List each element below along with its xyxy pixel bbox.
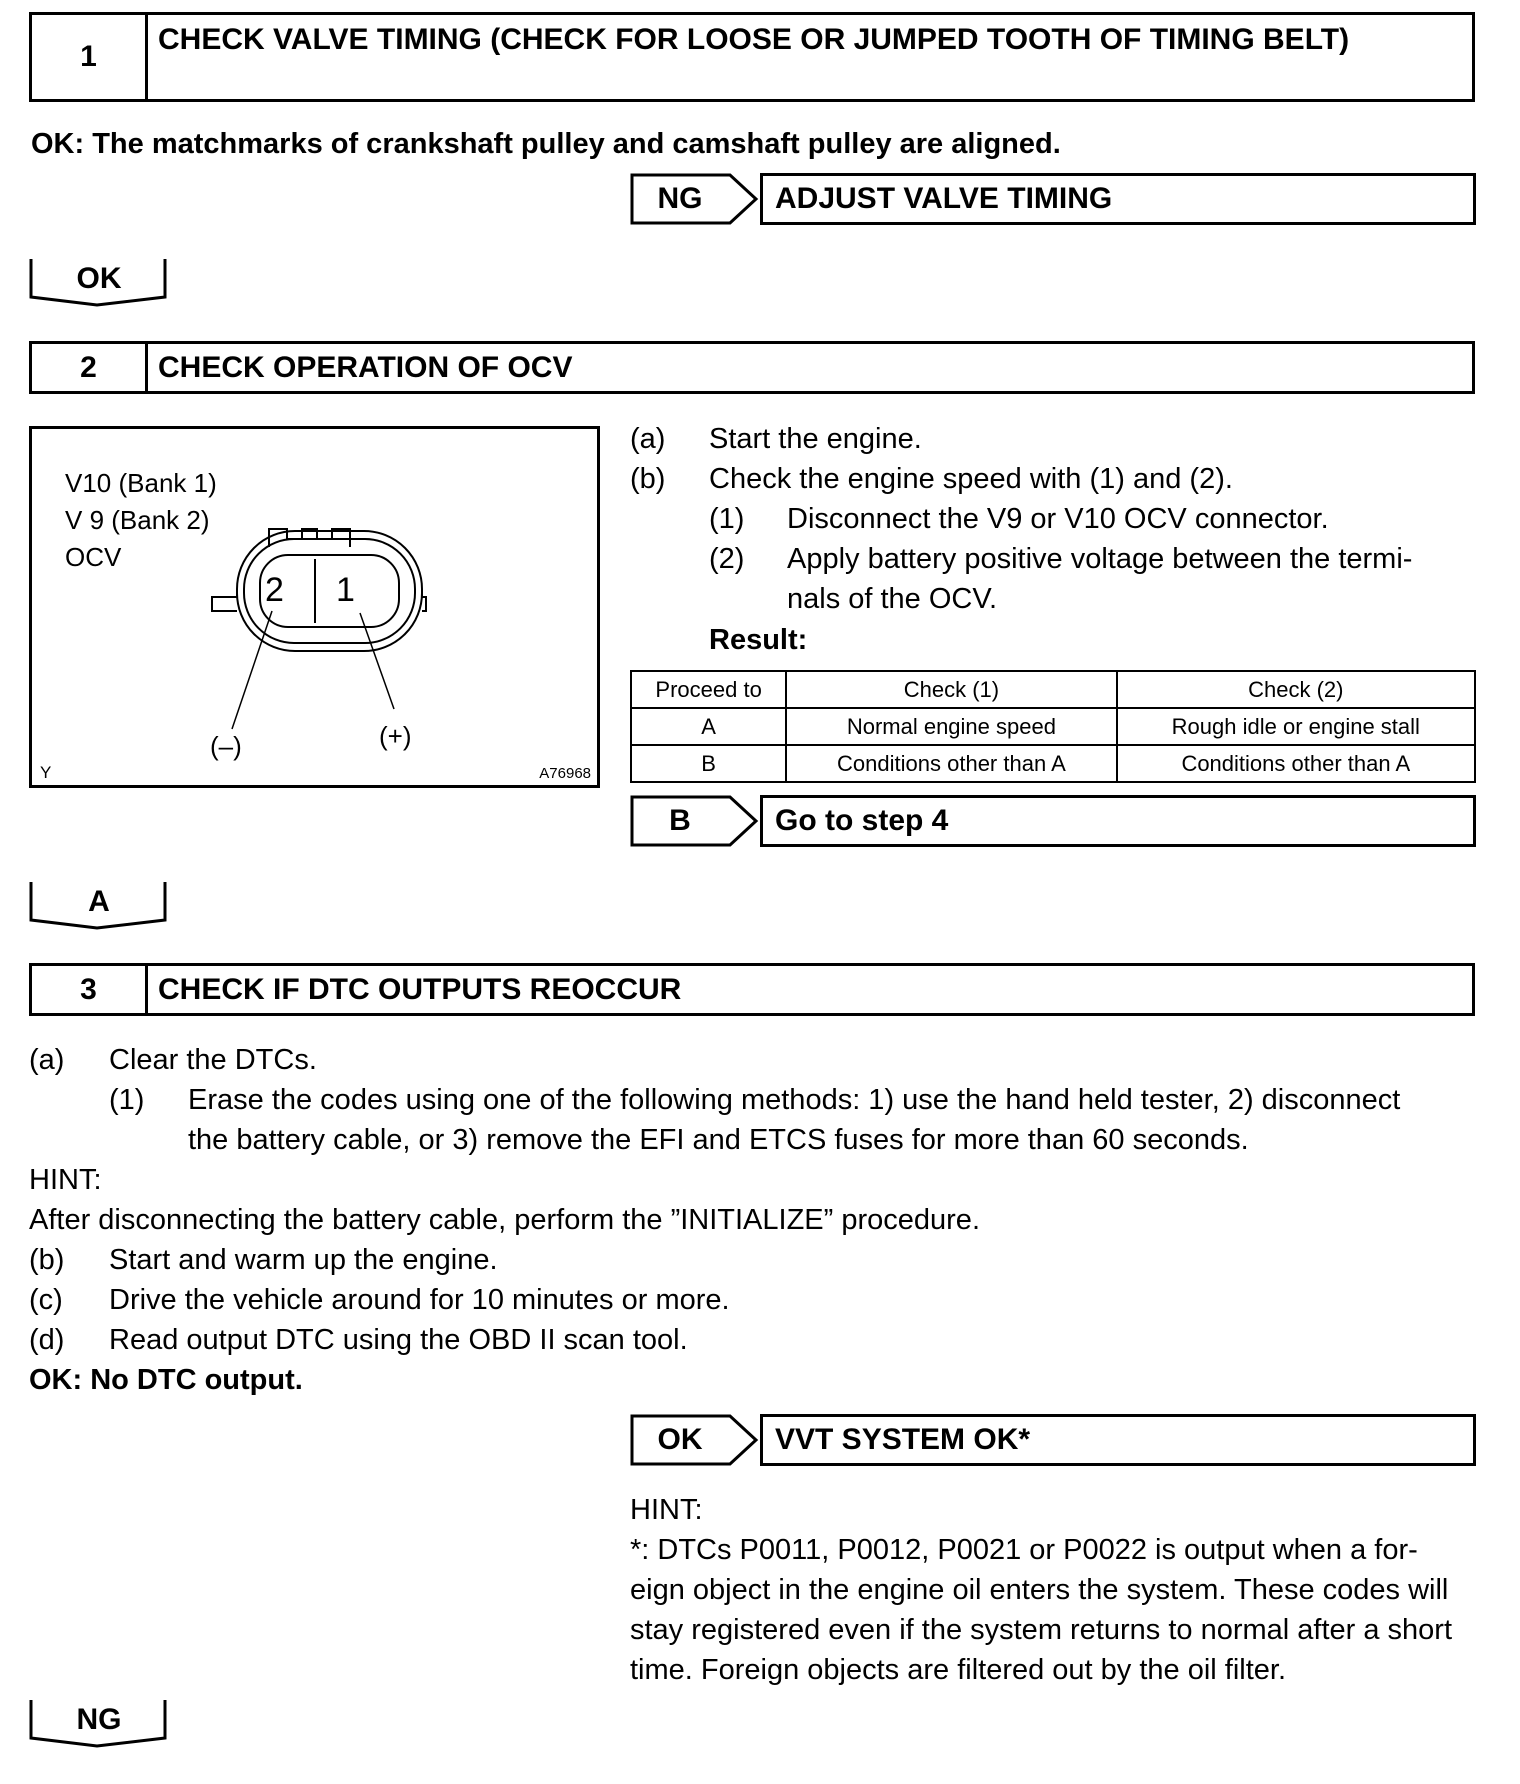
table-row (631, 745, 1475, 782)
diagram-corner-label: Y (40, 763, 52, 782)
table-row (631, 708, 1475, 745)
table-header-cell: Check (2) (1117, 671, 1475, 708)
step3-hint2-label: HINT: (630, 1494, 703, 1526)
negative-terminal-label: (–) (210, 731, 242, 761)
step3-number: 3 (32, 966, 148, 1013)
step3-a-label: (a) (29, 1044, 65, 1076)
step3-next-label: NG (76, 1703, 122, 1736)
diagram-label-v9: V 9 (Bank 2) (65, 505, 210, 535)
step1-ng-branch[interactable] (630, 173, 1476, 225)
table-cell: B (631, 745, 786, 782)
step2-result-label: Result: (709, 624, 808, 656)
pin-2-label: 2 (265, 571, 284, 609)
step3-d-label: (d) (29, 1324, 65, 1356)
step3-d-text: Read output DTC using the OBD II scan tool. (109, 1324, 688, 1356)
pin-1-label: 1 (336, 571, 355, 609)
step3-hint-text: After disconnecting the battery cable, perform the ”INITIALIZE” procedure. (29, 1204, 980, 1236)
connector-drawing (32, 429, 597, 785)
step1-number: 1 (32, 15, 148, 99)
step2-item-b-label: (b) (630, 463, 666, 495)
diagram-figure-id: A76968 (539, 765, 591, 782)
diagram-label-ocv: OCV (65, 542, 122, 572)
step2-b-action: Go to step 4 (760, 795, 1476, 847)
step2-result-table (630, 670, 1476, 783)
ocv-connector-diagram (29, 426, 600, 788)
table-cell: Rough idle or engine stall (1117, 708, 1475, 745)
step1-ok-tab[interactable] (29, 257, 169, 307)
step2-a-tab[interactable] (29, 880, 169, 930)
step3-a-text: Clear the DTCs. (109, 1044, 317, 1076)
step3-b-text: Start and warm up the engine. (109, 1244, 498, 1276)
table-cell: Normal engine speed (786, 708, 1116, 745)
step3-a1-line1: Erase the codes using one of the following methods: 1) use the hand held tester, 2) disconnect (188, 1084, 1401, 1116)
step2-sub2-label: (2) (709, 543, 745, 575)
step3-ok-condition: OK: No DTC output. (29, 1364, 303, 1396)
step2-b-branch[interactable] (630, 795, 1476, 847)
step2-item-b-text: Check the engine speed with (1) and (2). (709, 463, 1233, 495)
table-header-cell: Proceed to (631, 671, 786, 708)
table-cell: A (631, 708, 786, 745)
step3-ok-label: OK (657, 1423, 703, 1456)
positive-terminal-label: (+) (379, 721, 412, 751)
step2-item-a-label: (a) (630, 423, 666, 455)
step1-next-label: OK (76, 262, 122, 295)
step3-hint2-line3: stay registered even if the system returns to normal after a short (630, 1614, 1453, 1646)
step3-header (29, 963, 1475, 1016)
step2-header (29, 341, 1475, 394)
step3-ok-action: VVT SYSTEM OK* (760, 1414, 1476, 1466)
step2-number: 2 (32, 344, 148, 391)
step1-ng-label: NG (657, 182, 703, 215)
table-header-row (631, 671, 1475, 708)
step3-ng-tab[interactable] (29, 1698, 169, 1748)
step3-a1-label: (1) (109, 1084, 145, 1116)
step3-ok-branch[interactable] (630, 1414, 1476, 1466)
step3-c-label: (c) (29, 1284, 63, 1316)
step3-c-text: Drive the vehicle around for 10 minutes or more. (109, 1284, 730, 1316)
step2-next-label: A (88, 885, 110, 918)
step3-a1-line2: the battery cable, or 3) remove the EFI and ETCS fuses for more than 60 seconds. (188, 1124, 1249, 1156)
step2-b-label: B (669, 804, 691, 837)
step1-ng-action: ADJUST VALVE TIMING (760, 173, 1476, 225)
step3-hint-label: HINT: (29, 1164, 102, 1196)
step3-hint2-line2: eign object in the engine oil enters the system. These codes will (630, 1574, 1449, 1606)
step3-title: CHECK IF DTC OUTPUTS REOCCUR (158, 973, 682, 1006)
step2-item-a-text: Start the engine. (709, 423, 922, 455)
table-header-cell: Check (1) (786, 671, 1116, 708)
table-cell: Conditions other than A (786, 745, 1116, 782)
table-cell: Conditions other than A (1117, 745, 1475, 782)
step1-ok-condition: OK: The matchmarks of crankshaft pulley and camshaft pulley are aligned. (31, 128, 1061, 160)
diagram-label-v10: V10 (Bank 1) (65, 468, 217, 498)
step1-header (29, 12, 1475, 102)
step3-b-label: (b) (29, 1244, 65, 1276)
step2-sub2-text-line2: nals of the OCV. (787, 583, 998, 615)
step1-title: CHECK VALVE TIMING (CHECK FOR LOOSE OR JUMPED TOOTH OF TIMING BELT) (158, 23, 1350, 56)
step2-title: CHECK OPERATION OF OCV (158, 351, 573, 384)
step3-hint2-line1: *: DTCs P0011, P0012, P0021 or P0022 is output when a for- (630, 1534, 1418, 1566)
step3-hint2-line4: time. Foreign objects are filtered out by the oil filter. (630, 1654, 1287, 1686)
step2-sub2-text-line1: Apply battery positive voltage between the termi- (787, 543, 1413, 575)
step2-sub1-text: Disconnect the V9 or V10 OCV connector. (787, 503, 1329, 535)
step2-sub1-label: (1) (709, 503, 745, 535)
